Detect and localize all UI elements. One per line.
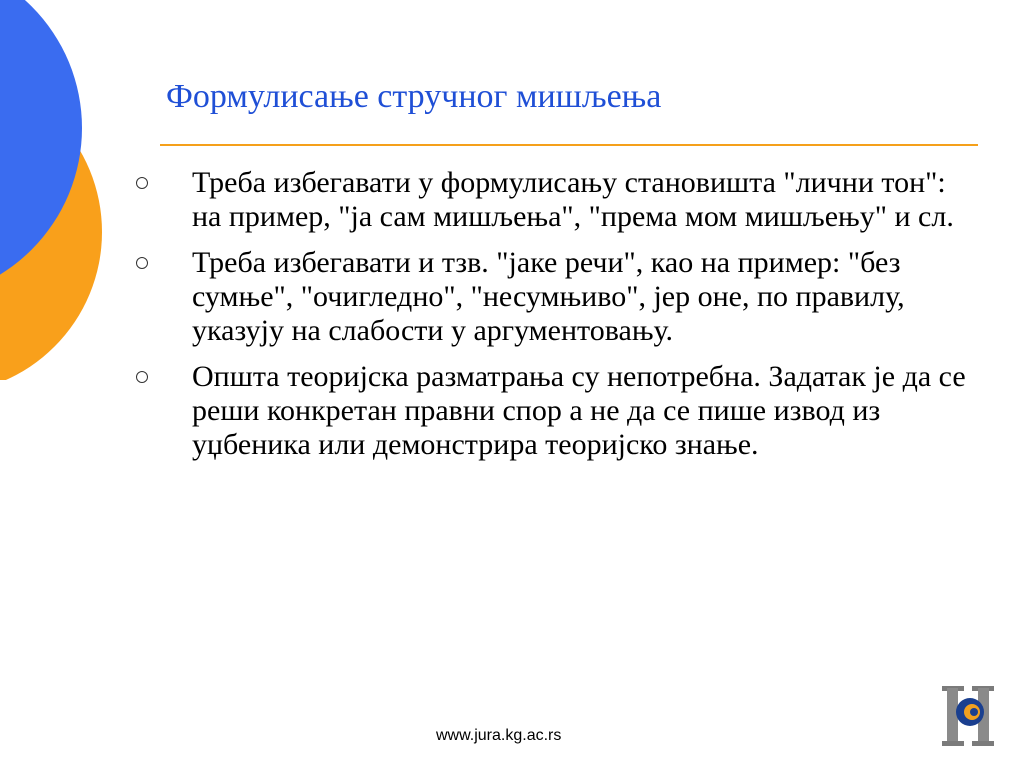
- footer-url: www.jura.kg.ac.rs: [436, 727, 562, 744]
- faculty-logo-icon: [938, 684, 998, 748]
- hollow-circle-bullet-icon: [136, 257, 148, 269]
- bullet-text: Општа теоријска разматрања су непотребна. Задатак је да се реши конкретан правни спор а не да се пише извод из уџбеника или демонстрира теоријско знање.: [192, 360, 966, 461]
- bullet-text: Треба избегавати у формулисању становишта "лични тон": на пример, "ја сам мишљења", "према мом мишљењу" и сл.: [192, 166, 954, 233]
- bullet-text: Треба избегавати и тзв. "јаке речи", као на пример: "без сумње", "очигледно", "несумњиво", јер оне, по правилу, указују на слабости у аргументовању.: [192, 246, 905, 347]
- bullet-list: [130, 166, 970, 474]
- hollow-circle-bullet-icon: [136, 177, 148, 189]
- bullet-item: [130, 360, 970, 462]
- bullet-item: [130, 166, 970, 234]
- bullet-item: [130, 246, 970, 348]
- hollow-circle-bullet-icon: [136, 371, 148, 383]
- decorative-circles: [0, 0, 110, 380]
- slide-title: Формулисање стручног мишљења: [166, 78, 662, 115]
- title-divider: [160, 144, 978, 146]
